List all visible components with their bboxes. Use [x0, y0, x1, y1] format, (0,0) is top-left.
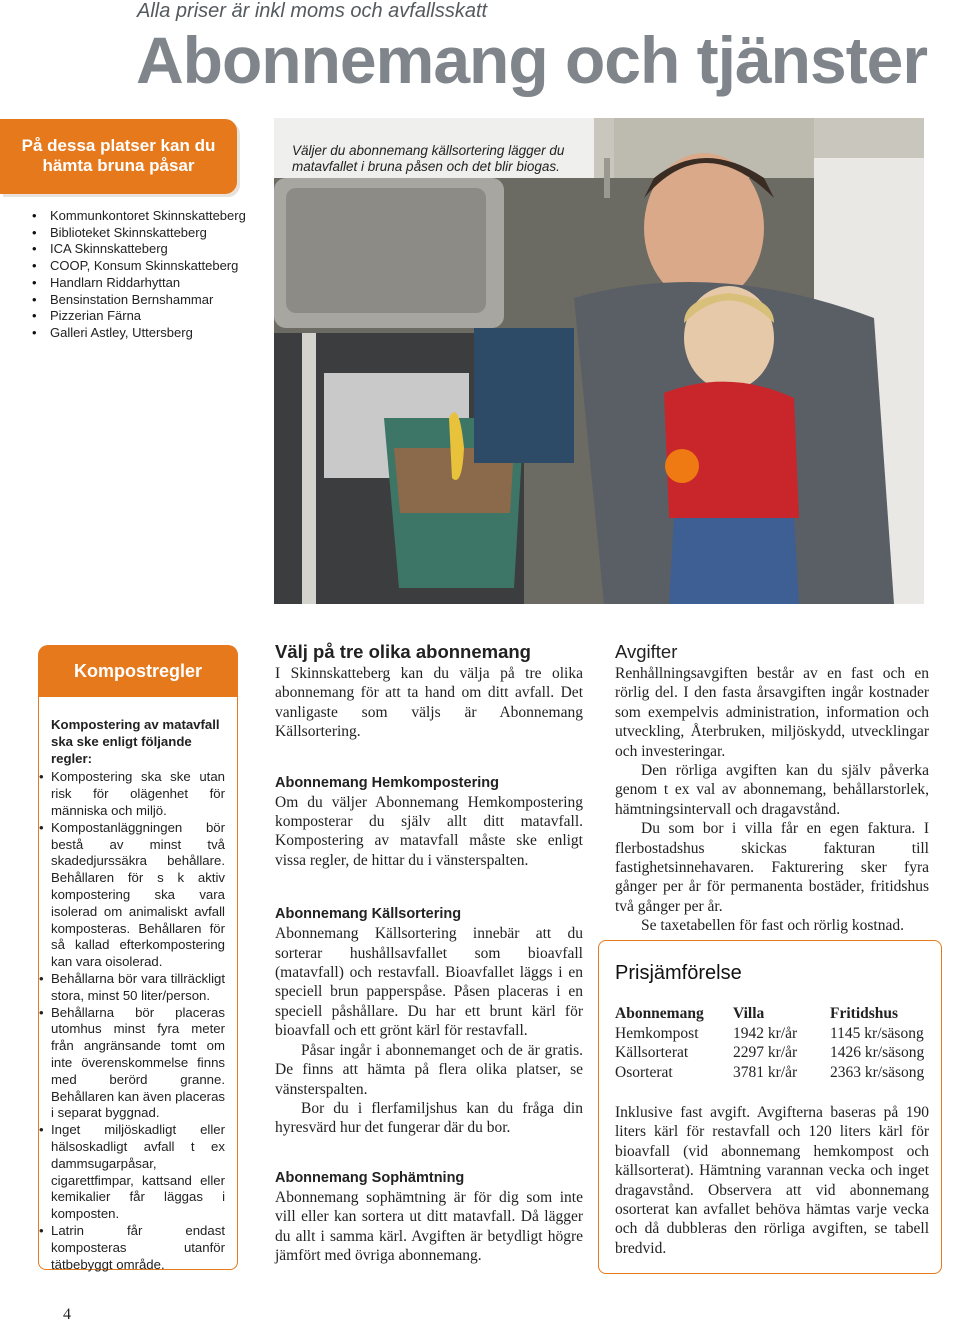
- pickup-heading-line1: På dessa platser kan du: [21, 136, 216, 155]
- kompost-heading-box: [38, 645, 238, 697]
- table-cell: Hemkompost: [615, 1024, 699, 1042]
- kallsortering-heading: Abonnemang Källsortering: [275, 906, 462, 923]
- table-row: [615, 1024, 924, 1044]
- header-kicker: Alla priser är inkl moms och avfallsskatt: [137, 0, 488, 22]
- table-cell: 1426 kr/säsong: [830, 1044, 925, 1062]
- subscriptions-intro: I Skinnskatteberg kan du välja på tre olika abonnemang för att ta hand om ditt avfall. Det vanligaste som väljs är Abonnemang Källsortering.: [275, 665, 583, 741]
- fees-text-3: Du som bor i villa får en egen faktura. I flerbostadshus skickas fakturan till fastighetsinnehavaren. Fakturering sker fyra gånger per år för permanenta bostäder, fritidshus två gånger per år.: [615, 820, 929, 915]
- price-note: Inklusive fast avgift. Avgifterna baseras på 190 liters kärl för restavfall och 120 liters kärl för bioavfall (vid abonnemang hemkompost och källsorterat). Hämtning varannan vecka och inget dragavstånd. Observera att vid abonnemang osorterat kan avfallet behöva hämtas varje vecka och då dubbleras den rörliga avgiften, se tabell bredvid.: [615, 1104, 929, 1257]
- pickup-places-list: [32, 208, 247, 342]
- kompost-content: [51, 717, 225, 1273]
- list-item: • Latrin får endast komposteras utanför tätbebyggt område.: [51, 1223, 225, 1273]
- kallsortering-text-3: Bor du i flerfamiljshus kan du fråga din hyresvärd hur det fungerar där du bor.: [275, 1099, 583, 1137]
- subscriptions-heading: Välj på tre olika abonnemang: [275, 641, 531, 662]
- kompost-rules-list: [51, 769, 225, 1273]
- photo-caption: Väljer du abonnemang källsortering lägger du matavfallet i bruna påsen och det blir biogas.: [292, 143, 565, 174]
- subscriptions-column: [275, 640, 583, 1265]
- table-header-row: [615, 1004, 924, 1024]
- list-item: • Bensinstation Bernshammar: [32, 292, 247, 309]
- list-item: • Inget miljöskadligt eller hälsoskadligt avfall t ex dammsugarpåsar, cigarettfimpar, kattsand eller kemikalier får läggas i komposten.: [51, 1122, 225, 1223]
- table-row: [615, 1043, 924, 1063]
- page-title: Abonnemang och tjänster: [136, 23, 928, 97]
- list-item: • Biblioteket Skinnskatteberg: [32, 225, 247, 242]
- pickup-heading-box: [0, 119, 237, 194]
- table-cell: 2363 kr/säsong: [830, 1063, 925, 1081]
- table-header: Fritidshus: [830, 1005, 899, 1022]
- table-cell: 1145 kr/säsong: [830, 1024, 924, 1042]
- sophamtning-heading: Abonnemang Sophämtning: [275, 1169, 465, 1186]
- kompost-intro: Kompostering av matavfall ska ske enligt följande regler:: [51, 717, 220, 766]
- list-item: • COOP, Konsum Skinnskatteberg: [32, 258, 247, 275]
- fees-column: [615, 640, 929, 936]
- table-cell: 1942 kr/år: [733, 1024, 798, 1042]
- table-cell: 3781 kr/år: [733, 1063, 798, 1081]
- fees-text-1: Renhållningsavgiften består av en fast och en rörlig del. I den fasta årsavgiften ingår kostnader som exempelvis administration, information och utveckling, Återbruken, miljöskydd, utvecklingar och investeringar.: [615, 665, 929, 760]
- list-item: • Kommunkontoret Skinnskatteberg: [32, 208, 247, 225]
- list-item: • Handlarn Riddarhyttan: [32, 275, 247, 292]
- table-header: Villa: [733, 1005, 765, 1022]
- pickup-heading-line2: hämta bruna påsar: [42, 156, 195, 175]
- kitchen-photo: [274, 118, 924, 604]
- table-cell: Källsorterat: [615, 1044, 689, 1062]
- list-item: • Galleri Astley, Uttersberg: [32, 325, 247, 342]
- kallsortering-text: Abonnemang Källsortering innebär att du sorterar hushållsavfallet som bioavfall (matavfall) och restavfall. Bioavfallet läggs i en speciell brun papperspåse. Påsen placeras i en speciell påshållare. Du har ett brunt kärl för bioavfall och ett grönt kärl för restavfall.: [275, 925, 583, 1040]
- page-number: 4: [63, 1306, 71, 1323]
- kompost-heading: Kompostregler: [73, 661, 203, 681]
- table-cell: 2297 kr/år: [733, 1044, 798, 1062]
- sophamtning-text: Abonnemang sophämtning är för dig som inte vill eller kan sortera ut ditt matavfall. Då lägger du allt i samma kärl. Avgiften är betydligt högre jämfört med övriga abonnemang.: [275, 1188, 583, 1264]
- fees-text-2: Den rörliga avgiften kan du själv påverka genom t ex val av abonnemang, behållarstorlek, hämtningsintervall och dragavstånd.: [615, 762, 929, 818]
- list-item: • Kompostering ska ske utan risk för olägenhet för människa och miljö.: [51, 769, 225, 819]
- list-item: • Pizzerian Färna: [32, 308, 247, 325]
- list-item: • ICA Skinnskatteberg: [32, 241, 247, 258]
- fees-text-4: Se taxetabellen för fast och rörlig kostnad.: [641, 917, 904, 935]
- kitchen-photo-illustration: [274, 118, 924, 604]
- list-item: • Behållarna bör placeras utomhus minst fyra meter från angränsande tomt om inte överenskommelse finns med berörd granne. Behållaren kan även placeras i separat byggnad.: [51, 1005, 225, 1123]
- fees-heading: Avgifter: [615, 641, 678, 662]
- price-table: [615, 1004, 924, 1082]
- list-item: • Kompostanläggningen bör bestå av minst två skadedjurssäkra behållare. Behållaren för s k aktiv kompostering ska vara isolerad om animaliskt avfall komposteras. Behållaren för så kallad efterkompostering kan vara oisolerad.: [51, 820, 225, 971]
- hemkompost-text: Om du väljer Abonnemang Hemkompostering komposterar du själv allt ditt matavfall. Kompostering av matavfall måste ske enligt vissa regler, de hittar du i vänsterspalten.: [275, 793, 583, 869]
- list-item: • Behållarna bör vara tillräckligt stora, minst 50 liter/person.: [51, 971, 225, 1005]
- table-cell: Osorterat: [615, 1063, 673, 1081]
- price-comparison-heading: Prisjämförelse: [615, 962, 742, 984]
- table-header: Abonnemang: [615, 1005, 704, 1022]
- hemkompost-heading: Abonnemang Hemkompostering: [275, 774, 499, 791]
- table-row: [615, 1063, 924, 1083]
- kallsortering-text-2: Påsar ingår i abonnemanget och de är gratis. De finns att hämta på flera olika platser, se vänsterspalten.: [275, 1041, 583, 1098]
